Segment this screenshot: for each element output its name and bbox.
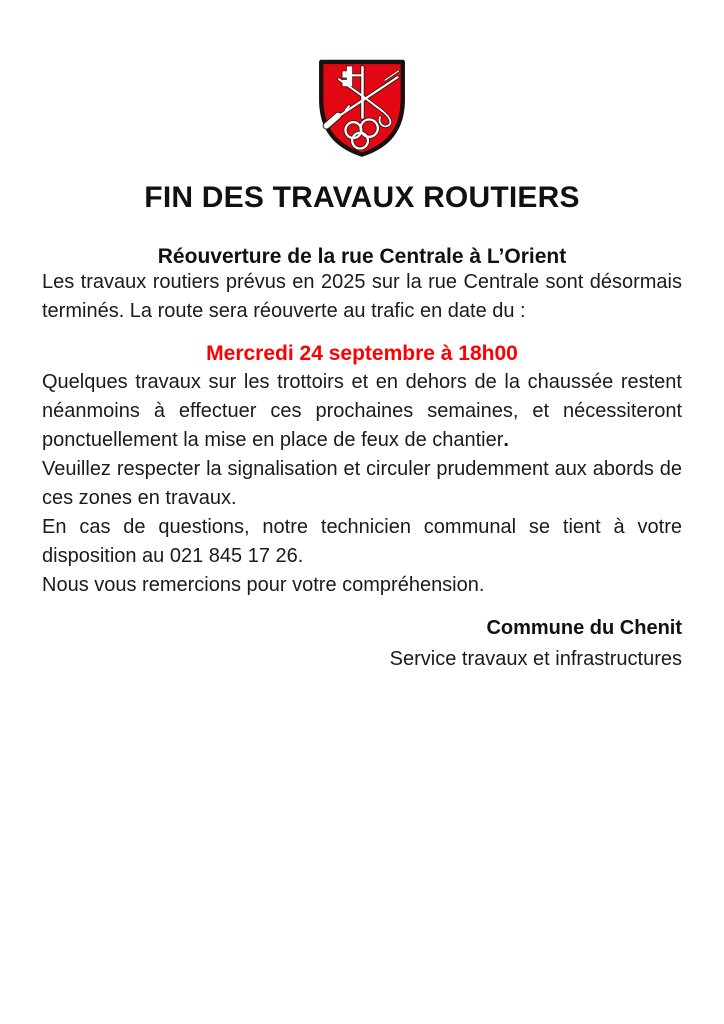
commune-coat-of-arms-icon — [314, 57, 410, 159]
paragraph-remaining-works — [42, 368, 682, 455]
notice-subtitle: Réouverture de la rue Centrale à L’Orient — [157, 244, 567, 268]
reopening-date: Mercredi 24 septembre à 18h00 — [206, 341, 518, 365]
paragraph-remaining-works-period: . — [503, 428, 509, 451]
signature-block — [42, 613, 682, 675]
paragraph-intro: Les travaux routiers prévus en 2025 sur la rue Centrale sont désormais terminés. La route sera réouverte au trafic en date du : — [42, 270, 682, 322]
signature-organization: Commune du Chenit — [486, 616, 682, 639]
paragraph-caution: Veuillez respecter la signalisation et circuler prudemment aux abords de ces zones en travaux. — [42, 457, 682, 509]
paragraph-remaining-works-text: Quelques travaux sur les trottoirs et en dehors de la chaussée restent néanmoins à effectuer ces prochaines semaines, et nécessiteront ponctuellement la mise en place de feux de chantier — [42, 370, 682, 451]
signature-department: Service travaux et infrastructures — [389, 647, 682, 670]
notice-title: FIN DES TRAVAUX ROUTIERS — [144, 181, 580, 214]
paragraph-thanks: Nous vous remercions pour votre compréhension. — [42, 573, 485, 596]
paragraph-contact: En cas de questions, notre technicien communal se tient à votre disposition au 021 845 17 26. — [42, 515, 682, 567]
